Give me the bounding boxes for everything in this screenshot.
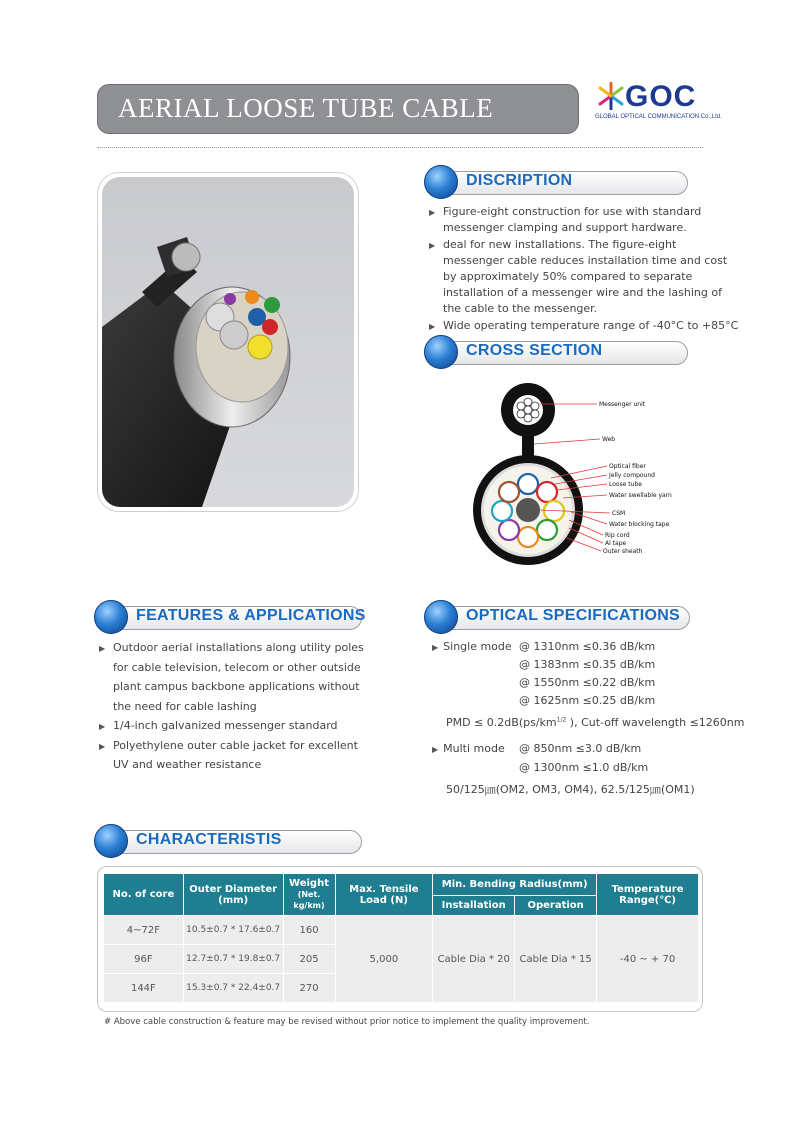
- cell-core: 4~72F: [104, 916, 184, 945]
- diagram-label: Web: [602, 436, 616, 443]
- list-item: ▶ Polyethylene outer cable jacket for excellent UV and weather resistance: [99, 736, 369, 775]
- features-list: [99, 638, 369, 775]
- spec-value: @ 850nm ≤3.0 dB/km: [519, 742, 642, 755]
- multi-mode-label: Multi mode: [443, 742, 505, 755]
- diagram-label: Jelly compound: [609, 472, 655, 479]
- description-heading: DISCRIPTION: [466, 172, 573, 189]
- company-logo: [595, 80, 722, 126]
- logo-subtitle: GLOBAL OPTICAL COMMUNICATION Co.,Ltd.: [595, 114, 722, 120]
- bullet-icon: ▶: [432, 745, 439, 754]
- section-bullet-icon: [424, 335, 458, 369]
- optical-heading: OPTICAL SPECIFICATIONS: [466, 607, 681, 624]
- pmd-spec: PMD ≤ $0.2dB(ps/km^{1/2}$ ), Cut-off wavelength ≤1260nm: [446, 716, 745, 729]
- header-bending: Min. Bending Radius(mm): [433, 874, 597, 896]
- title-bar: [97, 84, 579, 134]
- cross-section-header: [424, 338, 688, 368]
- page-title: AERIAL LOOSE TUBE CABLE: [118, 93, 494, 123]
- cell-core: 144F: [104, 974, 184, 1003]
- header-temperature: Temperature Range(℃): [597, 874, 699, 916]
- list-item: ▶ deal for new installations. The figure-eight messenger cable reduces installation time and cost by approximately 50% compared to separate installation of a messenger wire and the lashing of the cable to the messenger.: [429, 237, 739, 317]
- spec-value: @ 1383nm ≤0.35 dB/km: [519, 658, 656, 671]
- spec-value: @ 1310nm ≤0.36 dB/km: [519, 640, 656, 653]
- diagram-label: Messenger unit: [599, 401, 646, 408]
- features-heading: FEATURES & APPLICATIONS: [136, 607, 366, 624]
- header-tensile: Max. Tensile Load (N): [335, 874, 433, 916]
- multi-mode-row: [432, 742, 505, 755]
- cross-section-diagram: [465, 380, 680, 575]
- diagram-label: Outer sheath: [603, 548, 643, 555]
- product-photo-frame: [97, 172, 359, 512]
- cell-weight: 160: [283, 916, 335, 945]
- logo-star-icon: [597, 82, 625, 110]
- cross-section-heading: CROSS SECTION: [466, 342, 603, 359]
- diagram-label: Al tape: [605, 540, 627, 547]
- diagram-label: Loose tube: [609, 481, 642, 488]
- features-header: [94, 603, 364, 633]
- single-mode-label: Single mode: [443, 640, 512, 653]
- fiber-types: 50/125㎛(OM2, OM3, OM4), 62.5/125㎛(OM1): [446, 783, 695, 796]
- header-operation: Operation: [515, 896, 597, 916]
- list-item: ▶ 1/4-inch galvanized messenger standard: [99, 716, 369, 736]
- diagram-label: CSM: [612, 510, 626, 517]
- cell-weight: 205: [283, 945, 335, 974]
- cable-illustration: [102, 177, 354, 507]
- footnote: # Above cable construction & feature may be revised without prior notice to implement the quality improvement.: [104, 1017, 590, 1027]
- single-mode-row: [432, 640, 512, 653]
- bullet-icon: ▶: [432, 643, 439, 652]
- section-bullet-icon: [94, 824, 128, 858]
- product-photo: [102, 177, 354, 507]
- cell-operation: Cable Dia * 15: [515, 916, 597, 1003]
- characteristics-table-frame: [97, 866, 703, 1012]
- table-row: [104, 916, 699, 945]
- header-installation: Installation: [433, 896, 515, 916]
- cell-tensile: 5,000: [335, 916, 433, 1003]
- cell-weight: 270: [283, 974, 335, 1003]
- cell-diameter: 10.5±0.7 * 17.6±0.7: [183, 916, 283, 945]
- section-bullet-icon: [424, 165, 458, 199]
- spec-value: @ 1550nm ≤0.22 dB/km: [519, 676, 656, 689]
- description-header: [424, 168, 688, 198]
- list-item: ▶ Outdoor aerial installations along utility poles for cable television, telecom or other outside plant campus backbone applications without the need for cable lashing: [99, 638, 369, 716]
- list-item: ▶ Wide operating temperature range of -40°C to +85°C: [429, 318, 739, 334]
- spec-value: @ 1300nm ≤1.0 dB/km: [519, 761, 649, 774]
- cell-diameter: 12.7±0.7 * 19.8±0.7: [183, 945, 283, 974]
- header-core: No. of core: [104, 874, 184, 916]
- header-divider: [97, 147, 703, 148]
- optical-header: [424, 603, 690, 633]
- diagram-label: Water blocking tape: [609, 521, 670, 528]
- section-bullet-icon: [424, 600, 458, 634]
- spec-value: @ 1625nm ≤0.25 dB/km: [519, 694, 656, 707]
- characteristics-heading: CHARACTERISTIS: [136, 831, 282, 848]
- logo-wordmark: GOC: [625, 80, 697, 113]
- characteristics-header: [94, 827, 364, 857]
- header-diameter: Outer Diameter (mm): [183, 874, 283, 916]
- description-list: [429, 204, 739, 335]
- diagram-label: Water swellable yarn: [609, 492, 672, 499]
- cell-core: 96F: [104, 945, 184, 974]
- list-item: ▶ Figure-eight construction for use with standard messenger clamping and support hardware.: [429, 204, 739, 236]
- cell-installation: Cable Dia * 20: [433, 916, 515, 1003]
- characteristics-table: [103, 873, 699, 1003]
- diagram-label: Rip cord: [605, 532, 630, 539]
- diagram-label: Optical fiber: [609, 463, 646, 470]
- cell-diameter: 15.3±0.7 * 22.4±0.7: [183, 974, 283, 1003]
- cell-temperature: -40 ~ + 70: [597, 916, 699, 1003]
- section-bullet-icon: [94, 600, 128, 634]
- header-weight: Weight (Net. kg/km): [283, 874, 335, 916]
